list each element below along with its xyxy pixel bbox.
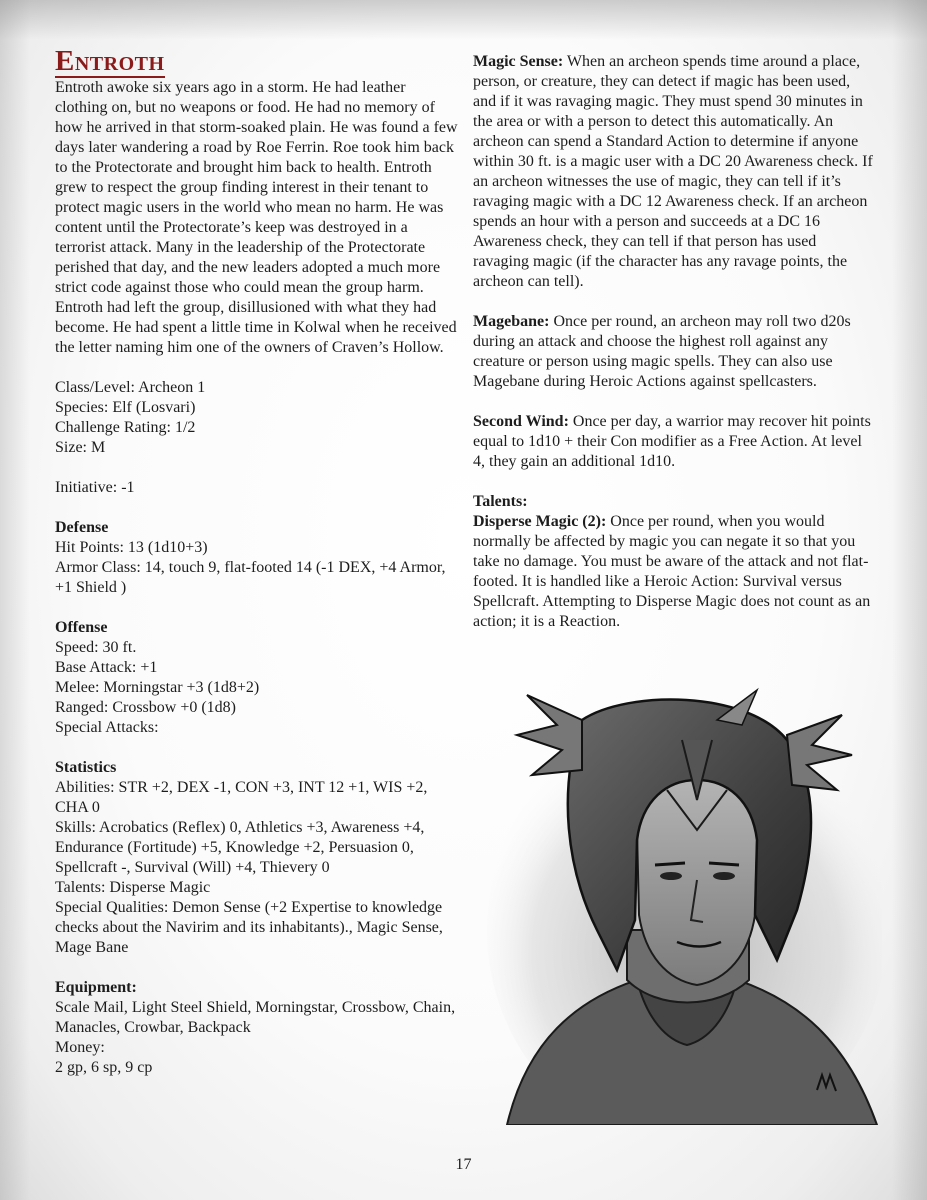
second-wind-text: Once per day, a warrior may recover hit points equal to 1d10 + their Con modifier as a Free Action. At level 4, they gain an additional 1d10. [473, 413, 871, 470]
size: Size: M [55, 439, 106, 456]
left-column [55, 46, 460, 1078]
money-value: 2 gp, 6 sp, 9 cp [55, 1059, 153, 1076]
abilities: Abilities: STR +2, DEX -1, CON +3, INT 12 +1, WIS +2, CHA 0 [55, 779, 428, 816]
second-wind-paragraph [473, 412, 873, 472]
magic-sense-paragraph [473, 52, 873, 292]
base-attack: Base Attack: +1 [55, 659, 158, 676]
second-wind-label: Second Wind: [473, 413, 569, 430]
magic-sense-label: Magic Sense: [473, 53, 564, 70]
challenge-rating: Challenge Rating: 1/2 [55, 419, 196, 436]
character-name-title: Entroth [55, 45, 165, 77]
money-label: Money: [55, 1039, 105, 1056]
page-edge-texture-left [0, 0, 30, 1200]
page-edge-texture-top [0, 0, 927, 40]
melee-attack: Melee: Morningstar +3 (1d8+2) [55, 679, 260, 696]
skills: Skills: Acrobatics (Reflex) 0, Athletics +3, Awareness +4, Endurance (Fortitude) +5, Knowledge +2, Persuasion 0, Spellcraft -, Survival (Will) +4, Thievery 0 [55, 819, 425, 876]
special-attacks: Special Attacks: [55, 719, 159, 736]
disperse-magic-text: Once per round, when you would normally be affected by magic you can negate it so that you take no damage. You must be aware of the attack and not flat-footed. It is handled like a Heroic Action: Survival versus Spellcraft. Attempting to Disperse Magic does not count as an action; it is a Reaction. [473, 513, 871, 630]
defense-heading: Defense [55, 519, 109, 536]
class-level: Class/Level: Archeon 1 [55, 379, 206, 396]
armor-class: Armor Class: 14, touch 9, flat-footed 14 (-1 DEX, +4 Armor, +1 Shield ) [55, 559, 446, 596]
magebane-text: Once per round, an archeon may roll two d20s during an attack and choose the highest roll against any creature or person using magic spells. They can also use Magebane during Heroic Actions against spellcasters. [473, 313, 851, 390]
initiative: Initiative: -1 [55, 479, 135, 496]
talents: Talents: Disperse Magic [55, 879, 211, 896]
equipment-heading: Equipment: [55, 979, 137, 996]
disperse-magic-label: Disperse Magic (2): [473, 513, 607, 530]
statistics-heading: Statistics [55, 759, 117, 776]
speed: Speed: 30 ft. [55, 639, 137, 656]
character-biography: Entroth awoke six years ago in a storm. He had leather clothing on, but no weapons or food. He had no memory of how he arrived in that storm-soaked plain. He was found a few days later wandering a road by Roe Ferrin. Roe took him back to the Protectorate and brought him back to health. Entroth grew to respect the group finding interest in their tenant to protect magic users in the world who mean no harm. He was content until the Protectorate’s keep was destroyed in a terrorist attack. Many in the leadership of the Protectorate perished that day, and the new leaders adopted a much more strict code against those who could mean the group harm. Entroth had left the group, disillusioned with what they had become. He had spent a little time in Kolwal when he received the letter naming him one of the owners of Craven’s Hollow. [55, 79, 458, 356]
page-edge-texture-right [892, 0, 927, 1200]
right-column [473, 52, 873, 632]
species: Species: Elf (Losvari) [55, 399, 196, 416]
talents-heading: Talents: [473, 493, 528, 510]
equipment-list: Scale Mail, Light Steel Shield, Morningstar, Crossbow, Chain, Manacles, Crowbar, Backpack [55, 999, 456, 1036]
page-number: 17 [455, 1156, 472, 1173]
disperse-magic-paragraph [473, 512, 873, 632]
special-qualities: Special Qualities: Demon Sense (+2 Expertise to knowledge checks about the Navirim and its inhabitants)., Magic Sense, Mage Bane [55, 899, 443, 956]
magebane-label: Magebane: [473, 313, 550, 330]
character-portrait-illustration [487, 680, 882, 1125]
magebane-paragraph [473, 312, 873, 392]
magic-sense-text: When an archeon spends time around a place, person, or creature, they can detect if magic has been used, and if it was ravaging magic. They must spend 30 minutes in the area or with a person to detect this automatically. An archeon can spend a Standard Action to determine if anyone within 30 ft. is a magic user with a DC 20 Awareness check. If an archeon witnesses the use of magic, they can tell if it’s ravaging magic with a DC 12 Awareness check. If an archeon spends an hour with a person and succeeds at a DC 16 Awareness check, they can tell if that person has used ravaging magic (if the character has any ravage points, the archeon can tell). [473, 53, 873, 290]
offense-heading: Offense [55, 619, 108, 636]
ranged-attack: Ranged: Crossbow +0 (1d8) [55, 699, 237, 716]
hit-points: Hit Points: 13 (1d10+3) [55, 539, 208, 556]
